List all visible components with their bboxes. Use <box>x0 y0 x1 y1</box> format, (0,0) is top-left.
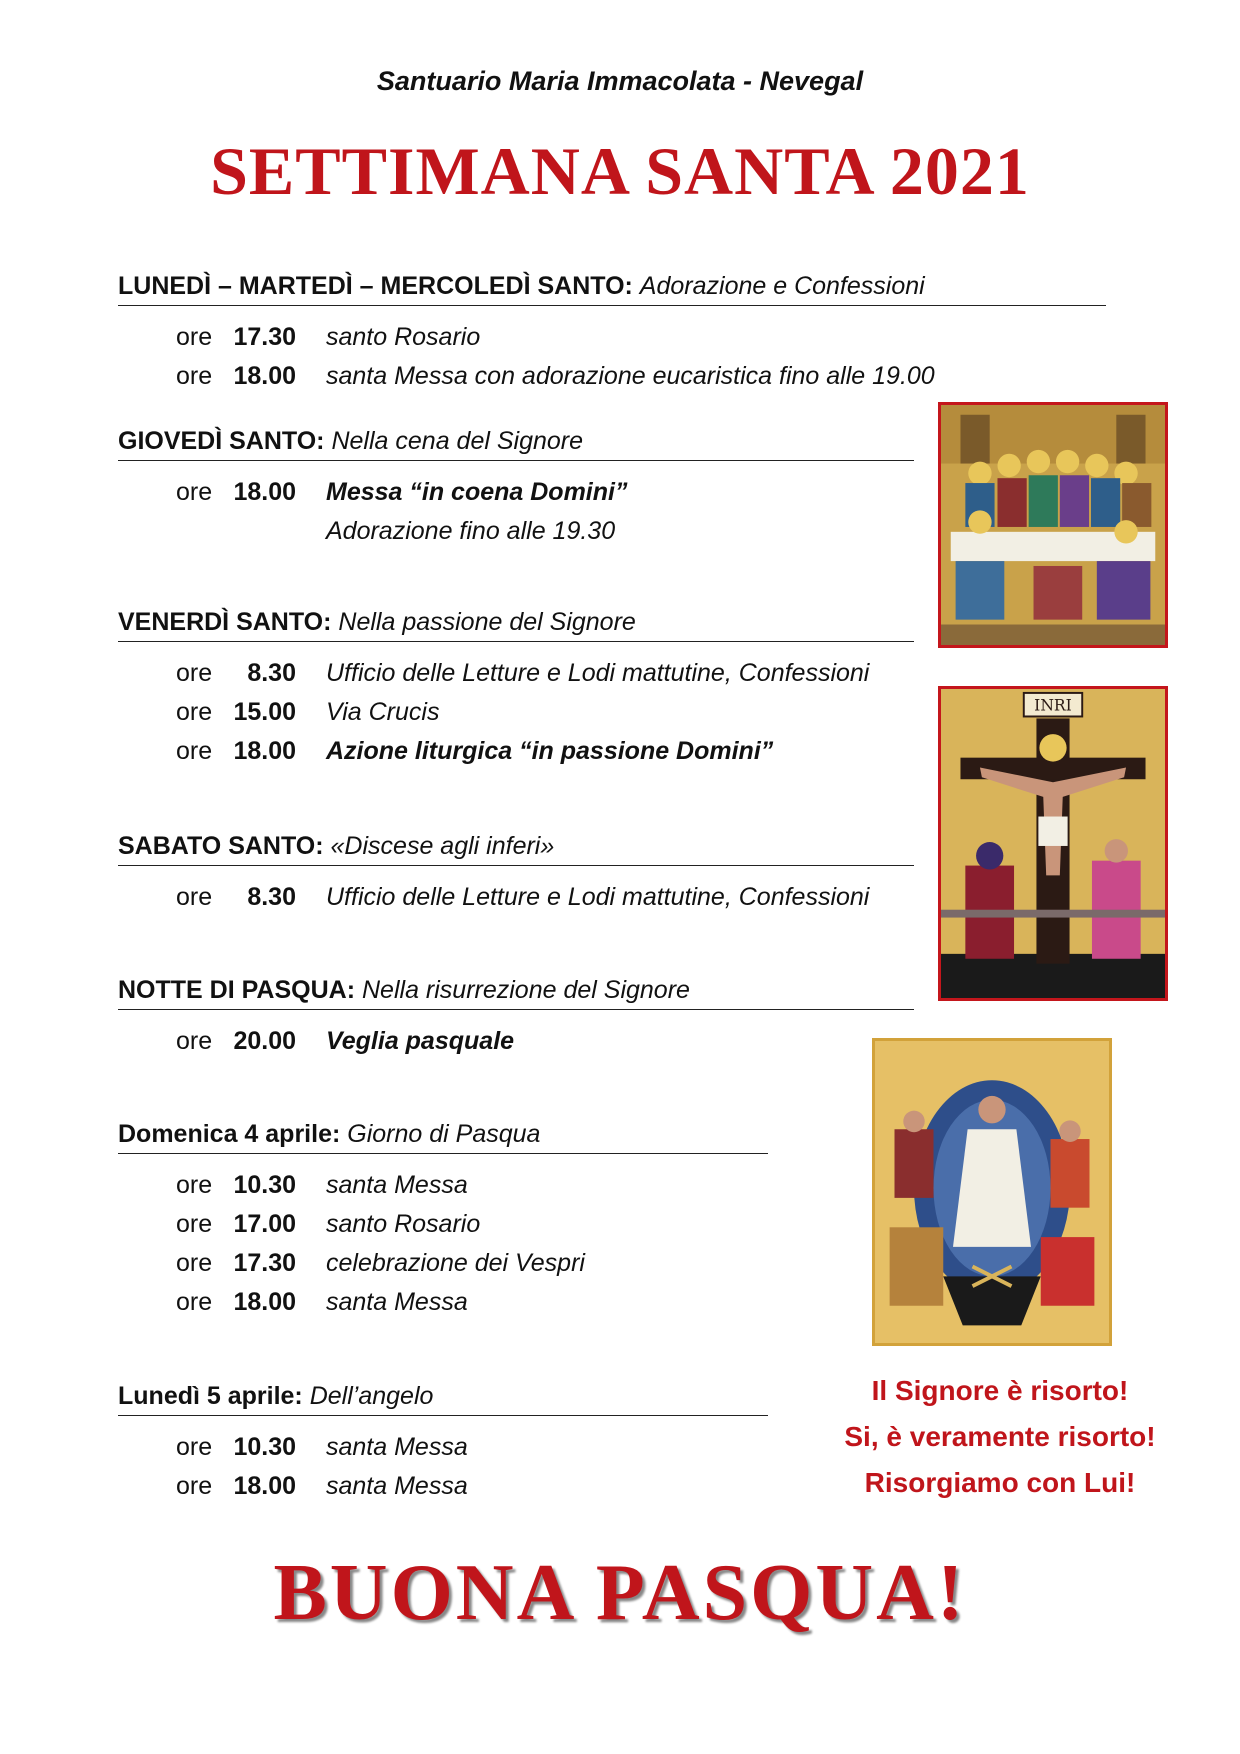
ore-label: ore <box>176 659 213 687</box>
description: Messa “in coena Domini” <box>326 478 628 506</box>
buona-pasqua-greeting: BUONA PASQUA! <box>273 1549 967 1637</box>
description: Adorazione fino alle 19.30 <box>326 517 616 545</box>
section-heading <box>118 1382 768 1416</box>
ore-label: ore <box>176 1027 213 1055</box>
section-domenica-4-aprile <box>118 1120 768 1322</box>
schedule-row <box>118 654 914 693</box>
section-heading-label: VENERDÌ SANTO: <box>118 608 332 636</box>
crucifixion-icon <box>938 686 1168 1001</box>
schedule-row <box>118 1022 914 1061</box>
section-heading <box>118 272 1106 306</box>
description: santo Rosario <box>326 1210 481 1238</box>
time: 10.30 <box>233 1433 296 1461</box>
section-lun-mar-mer <box>118 272 1106 396</box>
ore-label: ore <box>176 1288 213 1316</box>
acclamation-line-2: Si, è veramente risorto! <box>844 1421 1156 1452</box>
resurrection-icon <box>872 1038 1112 1346</box>
last-supper-icon <box>938 402 1168 648</box>
section-heading-subtitle: Nella risurrezione del Signore <box>362 976 690 1004</box>
section-heading-label: GIOVEDÌ SANTO: <box>118 427 325 455</box>
schedule-row <box>118 693 914 732</box>
ore-label: ore <box>176 737 213 765</box>
time: 18.00 <box>233 1472 296 1500</box>
section-heading-label: Domenica 4 aprile: <box>118 1120 341 1148</box>
ore-label: ore <box>176 323 213 351</box>
time: 18.00 <box>233 362 296 390</box>
description: Azione liturgica “in passione Domini” <box>326 737 774 765</box>
schedule-row <box>118 732 914 771</box>
section-notte-di-pasqua <box>118 976 914 1061</box>
cross-inscription: INRI <box>1034 695 1072 715</box>
description: Via Crucis <box>326 698 440 726</box>
time: 17.30 <box>233 323 296 351</box>
section-sabato-santo <box>118 832 914 917</box>
section-heading-subtitle: Adorazione e Confessioni <box>639 272 925 300</box>
time: 18.00 <box>233 737 296 765</box>
schedule-row <box>118 512 914 551</box>
section-lunedi-5-aprile <box>118 1382 768 1506</box>
section-heading-subtitle: Nella passione del Signore <box>338 608 636 636</box>
ore-label: ore <box>176 478 213 506</box>
section-heading-label: LUNEDÌ – MARTEDÌ – MERCOLEDÌ SANTO: <box>118 272 633 300</box>
ore-label: ore <box>176 1433 213 1461</box>
section-heading <box>118 608 914 642</box>
time: 8.30 <box>247 883 296 911</box>
ore-label: ore <box>176 698 213 726</box>
schedule-row <box>118 878 914 917</box>
time: 8.30 <box>247 659 296 687</box>
time: 15.00 <box>233 698 296 726</box>
schedule-row <box>118 1467 768 1506</box>
page-title: SETTIMANA SANTA 2021 <box>210 133 1030 209</box>
description: Ufficio delle Letture e Lodi mattutine, Confessioni <box>326 659 870 687</box>
time: 10.30 <box>233 1171 296 1199</box>
time: 17.30 <box>233 1249 296 1277</box>
description: Ufficio delle Letture e Lodi mattutine, Confessioni <box>326 883 870 911</box>
time: 18.00 <box>233 1288 296 1316</box>
section-heading <box>118 427 914 461</box>
section-giovedi-santo <box>118 427 914 551</box>
sanctuary-subtitle: Santuario Maria Immacolata - Nevegal <box>376 66 864 96</box>
schedule-row <box>118 1166 768 1205</box>
schedule-row <box>118 1205 768 1244</box>
section-heading-label: SABATO SANTO: <box>118 832 324 860</box>
description: celebrazione dei Vespri <box>326 1249 585 1277</box>
acclamation-line-3: Risorgiamo con Lui! <box>864 1467 1136 1498</box>
section-heading <box>118 1120 768 1154</box>
ore-label: ore <box>176 1472 213 1500</box>
ore-label: ore <box>176 883 213 911</box>
time: 18.00 <box>233 478 296 506</box>
section-heading <box>118 832 914 866</box>
section-heading-subtitle: «Discese agli inferi» <box>330 832 555 860</box>
description: santa Messa <box>326 1433 468 1461</box>
section-heading-subtitle: Giorno di Pasqua <box>347 1120 541 1148</box>
description: santa Messa con adorazione eucaristica fino alle 19.00 <box>326 362 935 390</box>
section-heading-label: Lunedì 5 aprile: <box>118 1382 303 1410</box>
section-heading <box>118 976 914 1010</box>
description: santa Messa <box>326 1171 468 1199</box>
description: santa Messa <box>326 1288 468 1316</box>
section-heading-subtitle: Nella cena del Signore <box>331 427 584 455</box>
ore-label: ore <box>176 362 213 390</box>
ore-label: ore <box>176 1210 213 1238</box>
description: Veglia pasquale <box>326 1027 515 1055</box>
schedule-row <box>118 473 914 512</box>
ore-label: ore <box>176 1249 213 1277</box>
section-heading-label: NOTTE DI PASQUA: <box>118 976 356 1004</box>
time: 17.00 <box>233 1210 296 1238</box>
description: santa Messa <box>326 1472 468 1500</box>
schedule-row <box>118 1244 768 1283</box>
section-heading-subtitle: Dell’angelo <box>309 1382 434 1410</box>
description: santo Rosario <box>326 323 481 351</box>
ore-label: ore <box>176 1171 213 1199</box>
schedule-row <box>118 318 1106 357</box>
schedule-row <box>118 357 1106 396</box>
schedule-row <box>118 1428 768 1467</box>
section-venerdi-santo <box>118 608 914 771</box>
acclamation-line-1: Il Signore è risorto! <box>871 1375 1129 1406</box>
schedule-row <box>118 1283 768 1322</box>
time: 20.00 <box>233 1027 296 1055</box>
